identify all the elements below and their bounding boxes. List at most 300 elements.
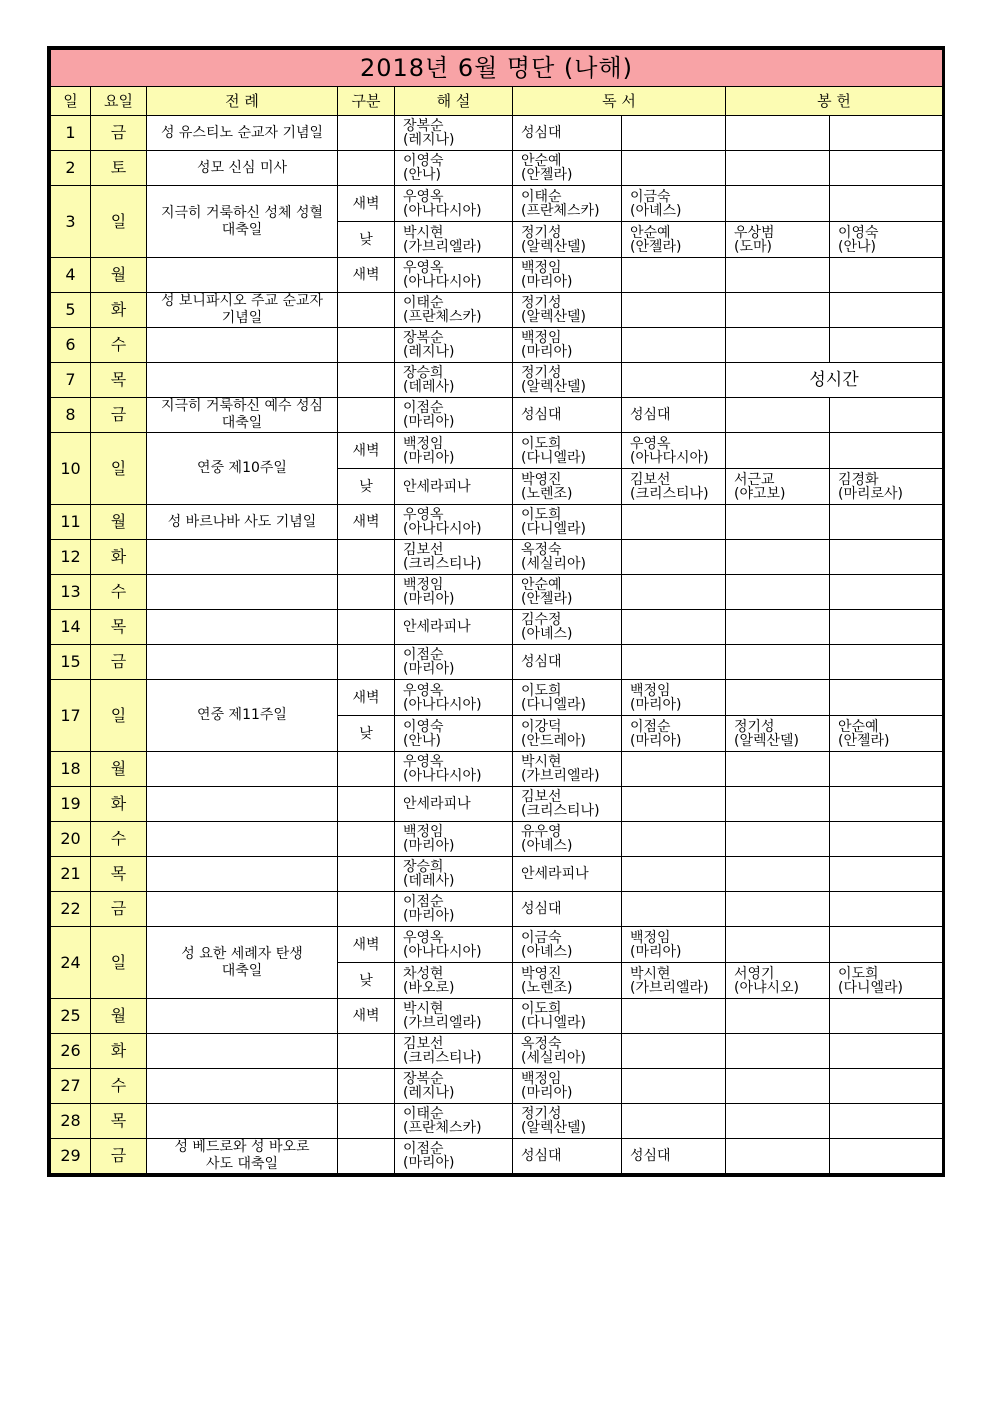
weekday: 수 bbox=[91, 1069, 147, 1104]
weekday: 일 bbox=[91, 927, 147, 999]
text-line-sub: (데레사) bbox=[403, 873, 455, 889]
table-row bbox=[51, 645, 943, 680]
reading-cell bbox=[622, 752, 726, 787]
weekday: 수 bbox=[91, 328, 147, 363]
page-title: 2018년 6월 명단 (나해) bbox=[51, 50, 943, 87]
weekday: 월 bbox=[91, 258, 147, 293]
division-cell bbox=[338, 1104, 395, 1139]
reading-cell bbox=[513, 927, 622, 963]
text-line-sub: (마리아) bbox=[521, 344, 573, 360]
liturgy-cell bbox=[147, 433, 338, 505]
commentary-cell bbox=[395, 857, 513, 892]
reading-cell bbox=[622, 963, 726, 999]
text-line: 안세라피나 bbox=[403, 619, 471, 635]
liturgy-cell bbox=[147, 1104, 338, 1139]
offering-cell bbox=[830, 1104, 943, 1139]
offering-cell bbox=[830, 293, 943, 328]
table-row bbox=[51, 398, 943, 433]
table-row bbox=[51, 927, 943, 963]
offering-cell bbox=[830, 433, 943, 469]
offering-cell bbox=[830, 1034, 943, 1069]
text-line-sub: (안젤라) bbox=[630, 238, 682, 255]
offering-cell bbox=[830, 822, 943, 857]
division-cell: 새벽 bbox=[338, 186, 395, 222]
text-line-sub: (마리아) bbox=[403, 908, 455, 924]
division-cell bbox=[338, 575, 395, 610]
commentary-cell bbox=[395, 575, 513, 610]
liturgy-cell bbox=[147, 186, 338, 258]
offering-cell bbox=[726, 186, 830, 222]
weekday: 화 bbox=[91, 1034, 147, 1069]
weekday: 월 bbox=[91, 999, 147, 1034]
offering-cell bbox=[830, 116, 943, 151]
reading-cell bbox=[622, 116, 726, 151]
text-line-sub: (레지나) bbox=[403, 344, 455, 360]
offering-cell bbox=[830, 505, 943, 540]
text-line-sub: (가브리엘라) bbox=[403, 238, 482, 255]
text-line: 안순예 bbox=[521, 153, 562, 169]
offering-cell bbox=[830, 716, 943, 752]
liturgy-cell bbox=[147, 752, 338, 787]
division-cell bbox=[338, 857, 395, 892]
text-line: 이점순 bbox=[630, 718, 671, 735]
division-cell: 낮 bbox=[338, 716, 395, 752]
text-line-sub: (마리아) bbox=[403, 449, 455, 466]
reading-cell bbox=[622, 293, 726, 328]
text-line-sub: (세실리아) bbox=[521, 556, 587, 572]
weekday: 목 bbox=[91, 610, 147, 645]
reading-cell bbox=[622, 999, 726, 1034]
text-line-sub: (안나) bbox=[838, 238, 876, 255]
text-line-sub: (아나다시아) bbox=[630, 449, 709, 466]
offering-cell bbox=[726, 293, 830, 328]
text-line: 옥정숙 bbox=[521, 542, 562, 558]
reading-cell bbox=[513, 1104, 622, 1139]
commentary-cell bbox=[395, 151, 513, 186]
commentary-cell bbox=[395, 469, 513, 505]
offering-cell bbox=[830, 1139, 943, 1174]
offering-cell bbox=[726, 1034, 830, 1069]
reading-cell bbox=[513, 752, 622, 787]
table-row bbox=[51, 1034, 943, 1069]
text-line: 이태순 bbox=[403, 295, 444, 311]
text-line-sub: (다니엘라) bbox=[521, 696, 587, 713]
offering-cell bbox=[830, 645, 943, 680]
commentary-cell bbox=[395, 892, 513, 927]
text-line: 정기성 bbox=[521, 1106, 562, 1122]
table-row bbox=[51, 610, 943, 645]
division-cell: 새벽 bbox=[338, 505, 395, 540]
text-line: 안세라피나 bbox=[521, 866, 589, 882]
division-cell: 새벽 bbox=[338, 680, 395, 716]
reading-cell bbox=[622, 469, 726, 505]
reading-cell bbox=[513, 999, 622, 1034]
text-line: 김수정 bbox=[521, 612, 562, 628]
reading-cell bbox=[513, 186, 622, 222]
day-number: 1 bbox=[51, 116, 91, 151]
text-line: 성심대 bbox=[630, 1148, 671, 1164]
reading-cell bbox=[513, 1034, 622, 1069]
text-line: 우영옥 bbox=[403, 188, 444, 205]
offering-cell bbox=[830, 186, 943, 222]
text-line: 성심대 bbox=[630, 407, 671, 423]
offering-cell bbox=[830, 469, 943, 505]
text-line-sub: (프란체스카) bbox=[403, 1120, 482, 1136]
text-line: 백정임 bbox=[521, 330, 562, 346]
text-line: 정기성 bbox=[521, 365, 562, 381]
text-line-sub: (마리아) bbox=[403, 1155, 455, 1171]
text-line: 장복순 bbox=[403, 1071, 444, 1087]
header-day: 일 bbox=[51, 87, 91, 116]
division-cell bbox=[338, 293, 395, 328]
schedule-sheet bbox=[48, 47, 944, 1176]
table-row bbox=[51, 1139, 943, 1174]
reading-cell bbox=[622, 540, 726, 575]
reading-cell bbox=[622, 505, 726, 540]
text-line: 서근교 bbox=[734, 471, 775, 488]
text-line-sub: (크리스티나) bbox=[630, 485, 709, 502]
commentary-cell bbox=[395, 927, 513, 963]
reading-cell bbox=[622, 680, 726, 716]
liturgy-cell bbox=[147, 1139, 338, 1174]
text-line-sub: (마리아) bbox=[630, 732, 682, 749]
commentary-cell bbox=[395, 680, 513, 716]
offering-cell bbox=[830, 892, 943, 927]
text-line-sub: (마리아) bbox=[403, 838, 455, 854]
commentary-cell bbox=[395, 822, 513, 857]
commentary-cell bbox=[395, 645, 513, 680]
text-line-sub: (다니엘라) bbox=[521, 1015, 587, 1031]
division-cell bbox=[338, 787, 395, 822]
text-line-sub: (알렉산델) bbox=[521, 309, 587, 325]
table-row bbox=[51, 857, 943, 892]
division-cell bbox=[338, 398, 395, 433]
reading-cell bbox=[513, 610, 622, 645]
day-number: 26 bbox=[51, 1034, 91, 1069]
offering-cell bbox=[726, 999, 830, 1034]
text-line: 백정임 bbox=[521, 260, 562, 276]
text-line-sub: (마리아) bbox=[403, 414, 455, 430]
text-line: 백정임 bbox=[403, 435, 444, 452]
reading-cell bbox=[513, 505, 622, 540]
reading-cell bbox=[513, 540, 622, 575]
table-row bbox=[51, 822, 943, 857]
reading-cell bbox=[513, 787, 622, 822]
text-line: 이점순 bbox=[403, 400, 444, 416]
table-row bbox=[51, 999, 943, 1034]
day-number: 14 bbox=[51, 610, 91, 645]
division-cell bbox=[338, 328, 395, 363]
text-line-sub: (아녜스) bbox=[521, 838, 573, 854]
text-line: 성심대 bbox=[521, 407, 562, 423]
weekday: 일 bbox=[91, 433, 147, 505]
offering-cell bbox=[726, 892, 830, 927]
text-line-sub: (세실리아) bbox=[521, 1050, 587, 1066]
reading-cell bbox=[622, 645, 726, 680]
reading-cell bbox=[513, 222, 622, 258]
day-number: 2 bbox=[51, 151, 91, 186]
offering-cell bbox=[726, 1069, 830, 1104]
text-line-sub: (아나다시아) bbox=[403, 202, 482, 219]
offering-cell bbox=[726, 822, 830, 857]
liturgy-cell bbox=[147, 822, 338, 857]
division-cell bbox=[338, 892, 395, 927]
offering-cell bbox=[830, 222, 943, 258]
division-cell: 새벽 bbox=[338, 927, 395, 963]
header-reading: 독 서 bbox=[513, 87, 726, 116]
text-line-sub: (도마) bbox=[734, 238, 772, 255]
offering-cell bbox=[726, 575, 830, 610]
text-line: 정기성 bbox=[734, 718, 775, 735]
day-number: 15 bbox=[51, 645, 91, 680]
header-offering: 봉 헌 bbox=[726, 87, 943, 116]
header-weekday: 요일 bbox=[91, 87, 147, 116]
schedule-table bbox=[50, 49, 943, 1174]
offering-cell bbox=[726, 433, 830, 469]
liturgy-cell bbox=[147, 1034, 338, 1069]
day-number: 12 bbox=[51, 540, 91, 575]
weekday: 금 bbox=[91, 645, 147, 680]
reading-cell bbox=[622, 186, 726, 222]
reading-cell bbox=[513, 293, 622, 328]
day-number: 4 bbox=[51, 258, 91, 293]
reading-cell bbox=[513, 433, 622, 469]
offering-cell bbox=[830, 540, 943, 575]
text-line: 성심대 bbox=[521, 654, 562, 670]
weekday: 월 bbox=[91, 505, 147, 540]
weekday: 금 bbox=[91, 398, 147, 433]
division-cell bbox=[338, 822, 395, 857]
text-line: 김보선 bbox=[403, 1036, 444, 1052]
commentary-cell bbox=[395, 116, 513, 151]
text-line: 안세라피나 bbox=[403, 478, 471, 495]
offering-cell bbox=[830, 328, 943, 363]
reading-cell bbox=[622, 151, 726, 186]
text-line: 성 바르나바 사도 기념일 bbox=[167, 513, 317, 530]
text-line-sub: (마리아) bbox=[630, 943, 682, 960]
commentary-cell bbox=[395, 398, 513, 433]
reading-cell bbox=[622, 328, 726, 363]
commentary-cell bbox=[395, 1139, 513, 1174]
text-line: 이도희 bbox=[521, 682, 562, 699]
text-line-sub: 대축일 bbox=[221, 415, 263, 431]
division-cell bbox=[338, 610, 395, 645]
table-row bbox=[51, 293, 943, 328]
weekday: 화 bbox=[91, 787, 147, 822]
table-row bbox=[51, 116, 943, 151]
commentary-cell bbox=[395, 328, 513, 363]
text-line: 박영진 bbox=[521, 471, 562, 488]
liturgy-cell bbox=[147, 575, 338, 610]
text-line: 장복순 bbox=[403, 118, 444, 134]
offering-cell bbox=[830, 398, 943, 433]
weekday: 금 bbox=[91, 116, 147, 151]
text-line-sub: (아녜스) bbox=[521, 626, 573, 642]
commentary-cell bbox=[395, 963, 513, 999]
commentary-cell bbox=[395, 1104, 513, 1139]
text-line-sub: (가브리엘라) bbox=[630, 979, 709, 996]
table-row bbox=[51, 787, 943, 822]
text-line-sub: (마리로사) bbox=[838, 485, 904, 502]
weekday: 수 bbox=[91, 575, 147, 610]
text-line: 백정임 bbox=[403, 824, 444, 840]
text-line-sub: (데레사) bbox=[403, 379, 455, 395]
reading-cell bbox=[513, 151, 622, 186]
liturgy-cell bbox=[147, 857, 338, 892]
day-number: 20 bbox=[51, 822, 91, 857]
commentary-cell bbox=[395, 752, 513, 787]
weekday: 화 bbox=[91, 540, 147, 575]
text-line: 성심대 bbox=[521, 1148, 562, 1164]
text-line-sub: (마리아) bbox=[403, 661, 455, 677]
text-line: 이점순 bbox=[403, 894, 444, 910]
table-row bbox=[51, 363, 943, 398]
text-line-sub: (안나) bbox=[403, 732, 441, 749]
day-number: 8 bbox=[51, 398, 91, 433]
liturgy-cell bbox=[147, 787, 338, 822]
reading-cell bbox=[513, 116, 622, 151]
liturgy-cell bbox=[147, 505, 338, 540]
reading-cell bbox=[513, 1069, 622, 1104]
offering-cell bbox=[726, 398, 830, 433]
text-line-sub: 사도 대축일 bbox=[205, 1156, 279, 1172]
text-line: 옥정숙 bbox=[521, 1036, 562, 1052]
commentary-cell bbox=[395, 999, 513, 1034]
offering-cell bbox=[726, 505, 830, 540]
text-line: 우영옥 bbox=[403, 260, 444, 276]
table-row bbox=[51, 433, 943, 469]
division-cell: 낮 bbox=[338, 963, 395, 999]
day-number: 21 bbox=[51, 857, 91, 892]
offering-cell bbox=[726, 1104, 830, 1139]
table-row bbox=[51, 892, 943, 927]
offering-cell bbox=[726, 116, 830, 151]
day-number: 11 bbox=[51, 505, 91, 540]
text-line: 김경화 bbox=[838, 471, 879, 488]
liturgy-cell bbox=[147, 999, 338, 1034]
division-cell: 낮 bbox=[338, 222, 395, 258]
reading-cell bbox=[513, 575, 622, 610]
text-line: 이도희 bbox=[838, 965, 879, 982]
commentary-cell bbox=[395, 433, 513, 469]
text-line: 우영옥 bbox=[403, 507, 444, 523]
reading-cell bbox=[513, 645, 622, 680]
text-line-sub: (마리아) bbox=[630, 696, 682, 713]
liturgy-cell bbox=[147, 540, 338, 575]
table-row bbox=[51, 258, 943, 293]
day-number: 17 bbox=[51, 680, 91, 752]
text-line-sub: (마리아) bbox=[521, 274, 573, 290]
text-line-sub: (레지나) bbox=[403, 132, 455, 148]
division-cell bbox=[338, 1139, 395, 1174]
text-line-sub: (가브리엘라) bbox=[403, 1015, 482, 1031]
division-cell bbox=[338, 540, 395, 575]
reading-cell bbox=[622, 892, 726, 927]
reading-cell bbox=[622, 258, 726, 293]
table-row bbox=[51, 328, 943, 363]
offering-cell bbox=[830, 680, 943, 716]
text-line: 박시현 bbox=[403, 1001, 444, 1017]
reading-cell bbox=[513, 857, 622, 892]
liturgy-cell bbox=[147, 328, 338, 363]
offering-cell bbox=[830, 752, 943, 787]
table-row bbox=[51, 186, 943, 222]
weekday: 토 bbox=[91, 151, 147, 186]
text-line-sub: (다니엘라) bbox=[521, 521, 587, 537]
text-line: 이도희 bbox=[521, 507, 562, 523]
commentary-cell bbox=[395, 222, 513, 258]
text-line: 정기성 bbox=[521, 295, 562, 311]
liturgy-cell bbox=[147, 927, 338, 999]
text-line-sub: (프란체스카) bbox=[403, 309, 482, 325]
division-cell: 새벽 bbox=[338, 999, 395, 1034]
reading-cell bbox=[513, 963, 622, 999]
reading-cell bbox=[513, 822, 622, 857]
offering-cell bbox=[726, 716, 830, 752]
text-line-sub: (알렉산델) bbox=[521, 1120, 587, 1136]
text-line: 이금숙 bbox=[521, 929, 562, 946]
text-line-sub: (아녜스) bbox=[630, 202, 682, 219]
reading-cell bbox=[513, 1139, 622, 1174]
text-line: 이태순 bbox=[403, 1106, 444, 1122]
table-row bbox=[51, 752, 943, 787]
commentary-cell bbox=[395, 505, 513, 540]
text-line: 이영숙 bbox=[403, 153, 444, 169]
table-row bbox=[51, 151, 943, 186]
division-cell bbox=[338, 151, 395, 186]
text-line-sub: (아나다시아) bbox=[403, 943, 482, 960]
text-line: 안순예 bbox=[630, 224, 671, 241]
text-line-sub: (레지나) bbox=[403, 1085, 455, 1101]
weekday: 일 bbox=[91, 680, 147, 752]
text-line: 우영옥 bbox=[403, 682, 444, 699]
text-line: 차성현 bbox=[403, 965, 444, 982]
text-line-sub: (다니엘라) bbox=[838, 979, 904, 996]
weekday: 일 bbox=[91, 186, 147, 258]
text-line: 이금숙 bbox=[630, 188, 671, 205]
text-line: 우상범 bbox=[734, 224, 775, 241]
reading-cell bbox=[622, 1104, 726, 1139]
text-line-sub: (아나다시아) bbox=[403, 768, 482, 784]
commentary-cell bbox=[395, 1069, 513, 1104]
text-line-sub: (아나다시아) bbox=[403, 274, 482, 290]
reading-cell bbox=[513, 363, 622, 398]
day-number: 29 bbox=[51, 1139, 91, 1174]
offering-cell bbox=[726, 540, 830, 575]
weekday: 금 bbox=[91, 1139, 147, 1174]
reading-cell bbox=[513, 258, 622, 293]
reading-cell bbox=[622, 363, 726, 398]
offering-cell bbox=[726, 752, 830, 787]
liturgy-cell bbox=[147, 892, 338, 927]
text-line-sub: (마리아) bbox=[521, 1085, 573, 1101]
text-line: 백정임 bbox=[403, 577, 444, 593]
text-line: 우영옥 bbox=[630, 435, 671, 452]
reading-cell bbox=[622, 222, 726, 258]
division-cell bbox=[338, 116, 395, 151]
text-line: 김보선 bbox=[403, 542, 444, 558]
division-cell bbox=[338, 1034, 395, 1069]
text-line-sub: (크리스티나) bbox=[403, 1050, 482, 1066]
day-number: 7 bbox=[51, 363, 91, 398]
day-number: 3 bbox=[51, 186, 91, 258]
table-row bbox=[51, 540, 943, 575]
text-line-sub: (가브리엘라) bbox=[521, 768, 600, 784]
text-line-sub: (노렌조) bbox=[521, 979, 573, 996]
offering-cell bbox=[726, 151, 830, 186]
division-cell bbox=[338, 645, 395, 680]
offering-cell bbox=[726, 963, 830, 999]
